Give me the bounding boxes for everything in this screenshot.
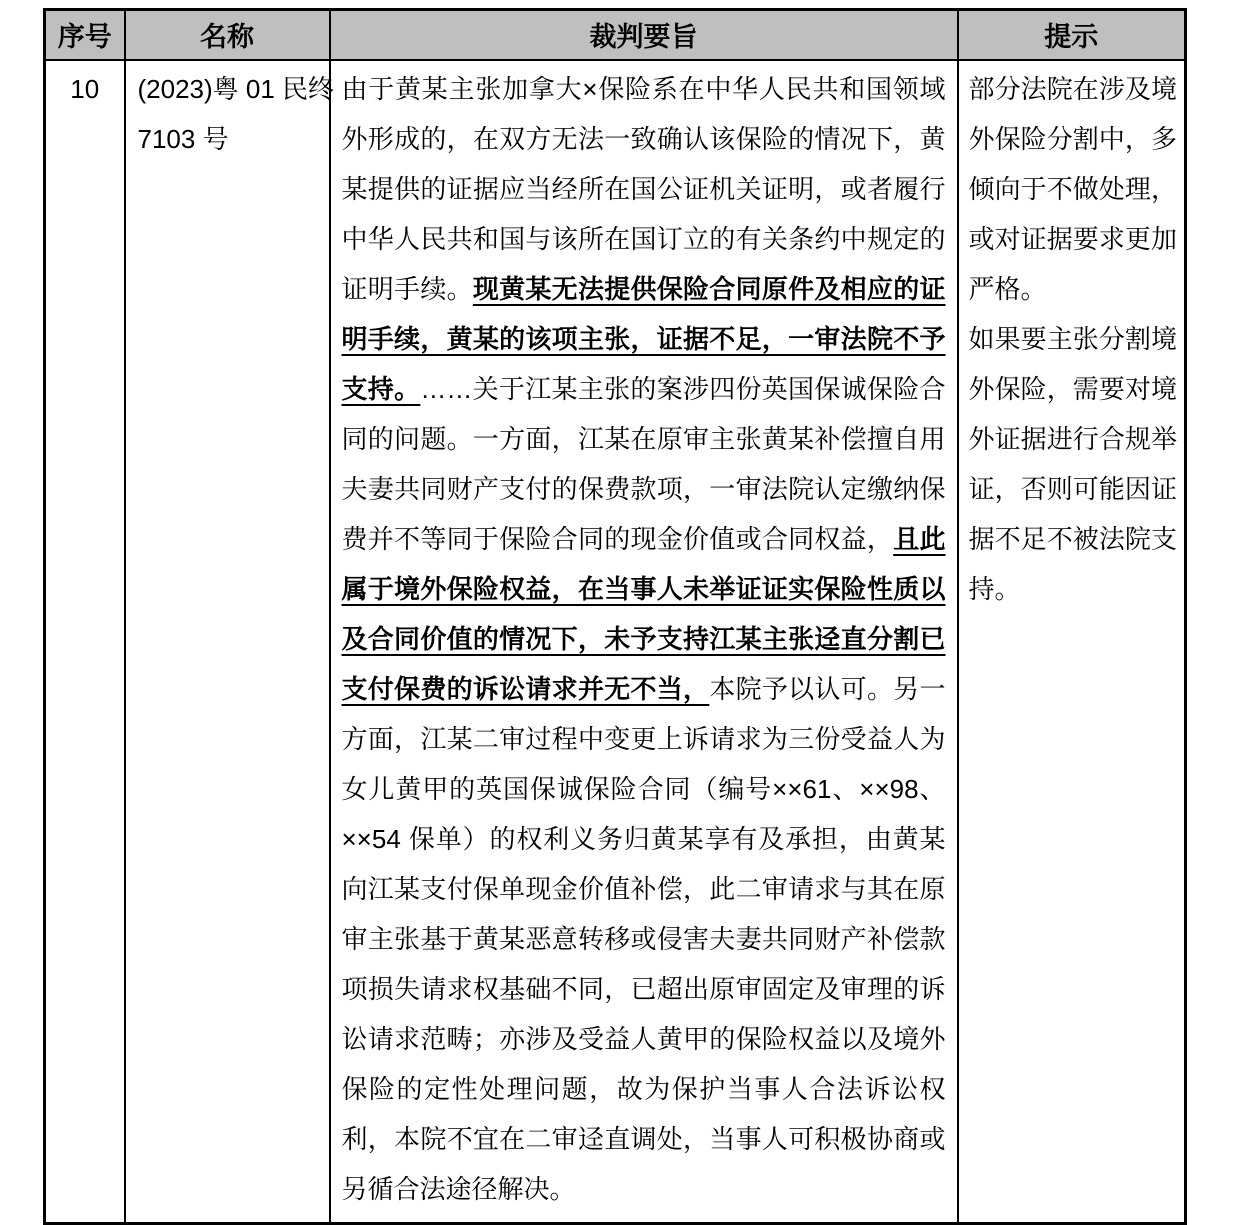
table-row — [45, 60, 1186, 1224]
tips-paragraph-1: 部分法院在涉及境外保险分割中，多倾向于不做处理，或对证据要求更加严格。 — [968, 73, 1177, 304]
header-cell-case-name: 名称 — [125, 10, 330, 60]
holding-segment: 本院予以认可。另一方面，江某二审过程中变更上诉请求为三份受益人为女儿黄甲的英国保诚保险合同（编号××61、××98、××54 保单）的权利义务归黄某享有及承担，由黄某向江某支付保单现金价值补偿，此二审请求与其在原审主张基于黄某恶意转移或侵害夫妻共同财产补偿款项损失请求权基础不同，已超出原审固定及审理的诉讼请求范畴；亦涉及受益人黄甲的保险权益以及境外保险的定性处理问题，故为保护当事人合法诉讼权利，本院不宜在二审迳直调处，当事人可积极协商或另循合法途径解决。 — [341, 673, 946, 1204]
header-cell-holding: 裁判要旨 — [330, 10, 958, 60]
holding-segment: 由于黄某主张加拿大×保险系在中华人民共和国领域外形成的，在双方无法一致确认该保险的情况下，黄某提供的证据应当经所在国公证机关证明，或者履行中华人民共和国与该所在国订立的有关条约中规定的证明手续。 — [341, 73, 946, 304]
holding-emphasis-segment: 且此属于境外保险权益，在当事人未举证证实保险性质以及合同价值的情况下，未予支持江某主张迳直分割已支付保费的诉讼请求并无不当， — [341, 523, 946, 704]
tips-cell — [958, 60, 1186, 1224]
header-cell-tips: 提示 — [958, 10, 1186, 60]
index-cell: 10 — [45, 60, 125, 1224]
tips-paragraph-2: 如果要主张分割境外保险，需要对境外证据进行合规举证，否则可能因证据不足不被法院支持。 — [968, 323, 1177, 604]
case-number-line-1: (2023)粤 01 民终 — [137, 73, 335, 104]
header-cell-index: 序号 — [45, 10, 125, 60]
cases-table — [43, 8, 1187, 1225]
case-number-line-2: 7103 号 — [137, 123, 229, 154]
case-number-cell — [125, 60, 335, 1224]
holding-cell — [330, 60, 958, 1224]
holding-emphasis-segment: 现黄某无法提供保险合同原件及相应的证明手续，黄某的该项主张，证据不足，一审法院不予支持。 — [341, 273, 946, 404]
holding-segment: ……关于江某主张的案涉四份英国保诚保险合同的问题。一方面，江某在原审主张黄某补偿擅自用夫妻共同财产支付的保费款项，一审法院认定缴纳保费并不等同于保险合同的现金价值或合同权益， — [341, 373, 946, 554]
header-row — [45, 10, 1186, 60]
